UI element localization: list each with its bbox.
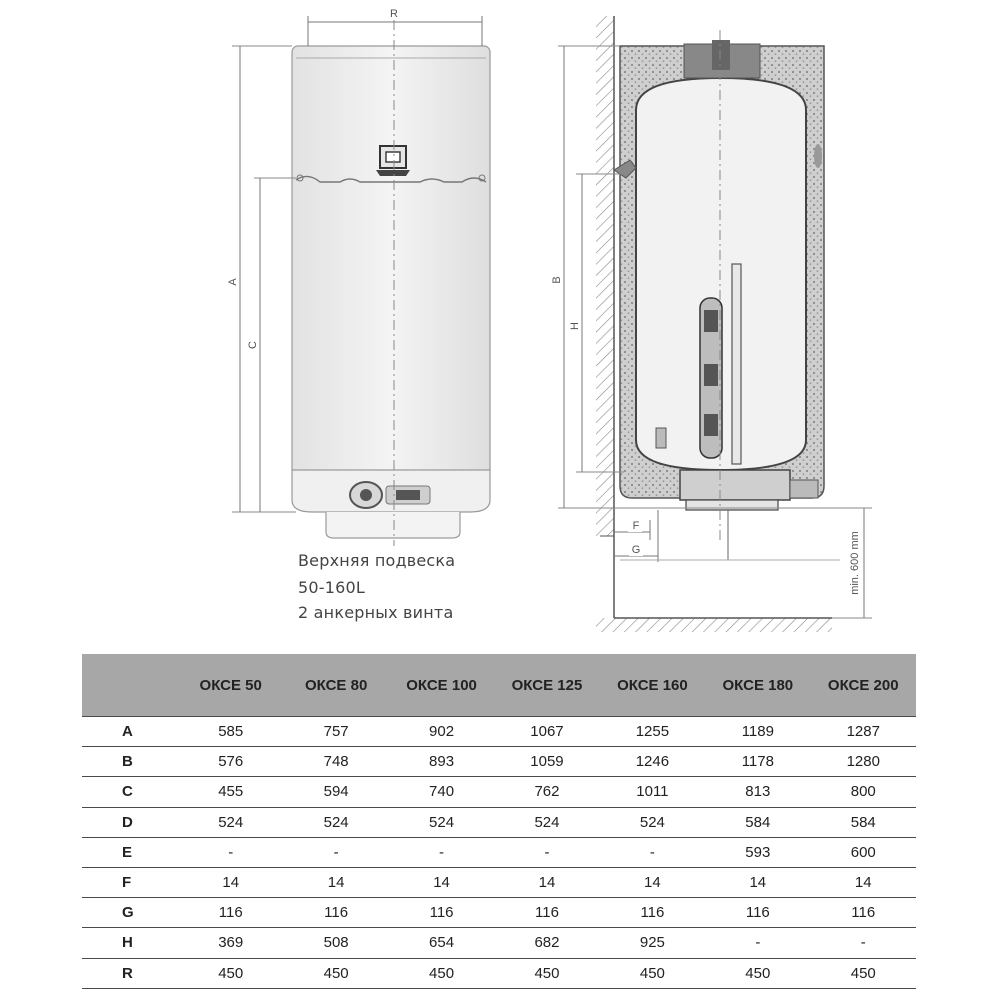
table-row: [82, 777, 916, 807]
dim-label-min-600: min. 600 mm: [849, 531, 861, 595]
table-cell: 1255: [600, 717, 705, 747]
table-cell: 682: [494, 928, 599, 958]
table-cell: -: [283, 837, 388, 867]
table-cell: 1067: [494, 717, 599, 747]
table-cell: 116: [600, 898, 705, 928]
section-view: [551, 16, 872, 632]
thermostat-knob-icon: [350, 482, 430, 508]
table-cell: 116: [283, 898, 388, 928]
table-cell: 14: [811, 867, 916, 897]
table-cell: 1189: [705, 717, 810, 747]
dim-label-C: C: [247, 341, 259, 349]
table-cell: -: [705, 928, 810, 958]
table-cell: 14: [178, 867, 283, 897]
front-view: [227, 8, 490, 546]
table-cell: 455: [178, 777, 283, 807]
row-label: C: [82, 777, 178, 807]
row-label: H: [82, 928, 178, 958]
table-cell: 14: [283, 867, 388, 897]
row-label: R: [82, 958, 178, 988]
row-label: E: [82, 837, 178, 867]
table-row: [82, 747, 916, 777]
dim-label-R: R: [390, 8, 398, 20]
table-cell: -: [178, 837, 283, 867]
table-cell: 1246: [600, 747, 705, 777]
table-cell: 1011: [600, 777, 705, 807]
table-cell: 1287: [811, 717, 916, 747]
table-cell: 654: [389, 928, 494, 958]
table-cell: -: [600, 837, 705, 867]
column-header: ОКСЕ 200: [811, 654, 916, 717]
table-cell: 450: [811, 958, 916, 988]
row-label: F: [82, 867, 178, 897]
table-cell: 524: [494, 807, 599, 837]
table-cell: 450: [705, 958, 810, 988]
table-cell: 925: [600, 928, 705, 958]
table-cell: 14: [705, 867, 810, 897]
table-cell: 584: [705, 807, 810, 837]
table-cell: 116: [494, 898, 599, 928]
table-cell: 450: [283, 958, 388, 988]
column-header: ОКСЕ 50: [178, 654, 283, 717]
table-cell: -: [811, 928, 916, 958]
table-cell: 594: [283, 777, 388, 807]
table-cell: 800: [811, 777, 916, 807]
heater-body-front: [292, 46, 490, 476]
table-cell: 748: [283, 747, 388, 777]
dim-label-F: F: [632, 520, 640, 532]
row-label: B: [82, 747, 178, 777]
column-header: ОКСЕ 100: [389, 654, 494, 717]
table-cell: 14: [600, 867, 705, 897]
table-cell: 116: [811, 898, 916, 928]
floor-hatch: [596, 618, 832, 632]
table-cell: 116: [389, 898, 494, 928]
table-row: [82, 867, 916, 897]
table-cell: 369: [178, 928, 283, 958]
table-cell: 1178: [705, 747, 810, 777]
table-row: [82, 958, 916, 988]
table-cell: 524: [178, 807, 283, 837]
table-cell: 116: [178, 898, 283, 928]
table-cell: 584: [811, 807, 916, 837]
row-label: G: [82, 898, 178, 928]
table-cell: 893: [389, 747, 494, 777]
wall-bracket-icon: [376, 146, 410, 176]
table-cell: 600: [811, 837, 916, 867]
note-model-range: 50-160L: [298, 578, 365, 597]
table-cell: 450: [389, 958, 494, 988]
note-upper-mount: Верхняя подвеска: [298, 551, 456, 570]
table-cell: 762: [494, 777, 599, 807]
table-cell: -: [389, 837, 494, 867]
bottom-flange: [680, 470, 790, 500]
table-cell: 740: [389, 777, 494, 807]
table-row: [82, 928, 916, 958]
dim-label-G: G: [631, 544, 641, 556]
row-label: D: [82, 807, 178, 837]
row-label: A: [82, 717, 178, 747]
table-cell: 593: [705, 837, 810, 867]
table-cell: 1280: [811, 747, 916, 777]
column-header: ОКСЕ 160: [600, 654, 705, 717]
table-cell: 524: [283, 807, 388, 837]
table-cell: 450: [494, 958, 599, 988]
note-anchor-screws: 2 анкерных винта: [298, 603, 454, 622]
table-cell: 14: [389, 867, 494, 897]
table-cell: 450: [178, 958, 283, 988]
dim-label-B: B: [551, 276, 563, 284]
table-cell: 450: [600, 958, 705, 988]
table-cell: 757: [283, 717, 388, 747]
table-cell: 1059: [494, 747, 599, 777]
column-header: ОКСЕ 125: [494, 654, 599, 717]
table-cell: 576: [178, 747, 283, 777]
wall-hatch: [596, 16, 614, 536]
dim-label-A: A: [227, 278, 239, 286]
table-row: [82, 837, 916, 867]
table-row: [82, 807, 916, 837]
table-cell: 524: [389, 807, 494, 837]
table-row: [82, 898, 916, 928]
table-cell: 524: [600, 807, 705, 837]
column-header: ОКСЕ 180: [705, 654, 810, 717]
table-cell: 902: [389, 717, 494, 747]
dim-label-H: H: [569, 322, 581, 330]
table-cell: 585: [178, 717, 283, 747]
dimensions-table: [82, 654, 916, 989]
table-cell: 508: [283, 928, 388, 958]
table-row: [82, 717, 916, 747]
table-header-row: [82, 654, 916, 717]
table-corner: [82, 654, 178, 717]
table-cell: 116: [705, 898, 810, 928]
table-cell: 14: [494, 867, 599, 897]
column-header: ОКСЕ 80: [283, 654, 388, 717]
table-cell: -: [494, 837, 599, 867]
table-cell: 813: [705, 777, 810, 807]
